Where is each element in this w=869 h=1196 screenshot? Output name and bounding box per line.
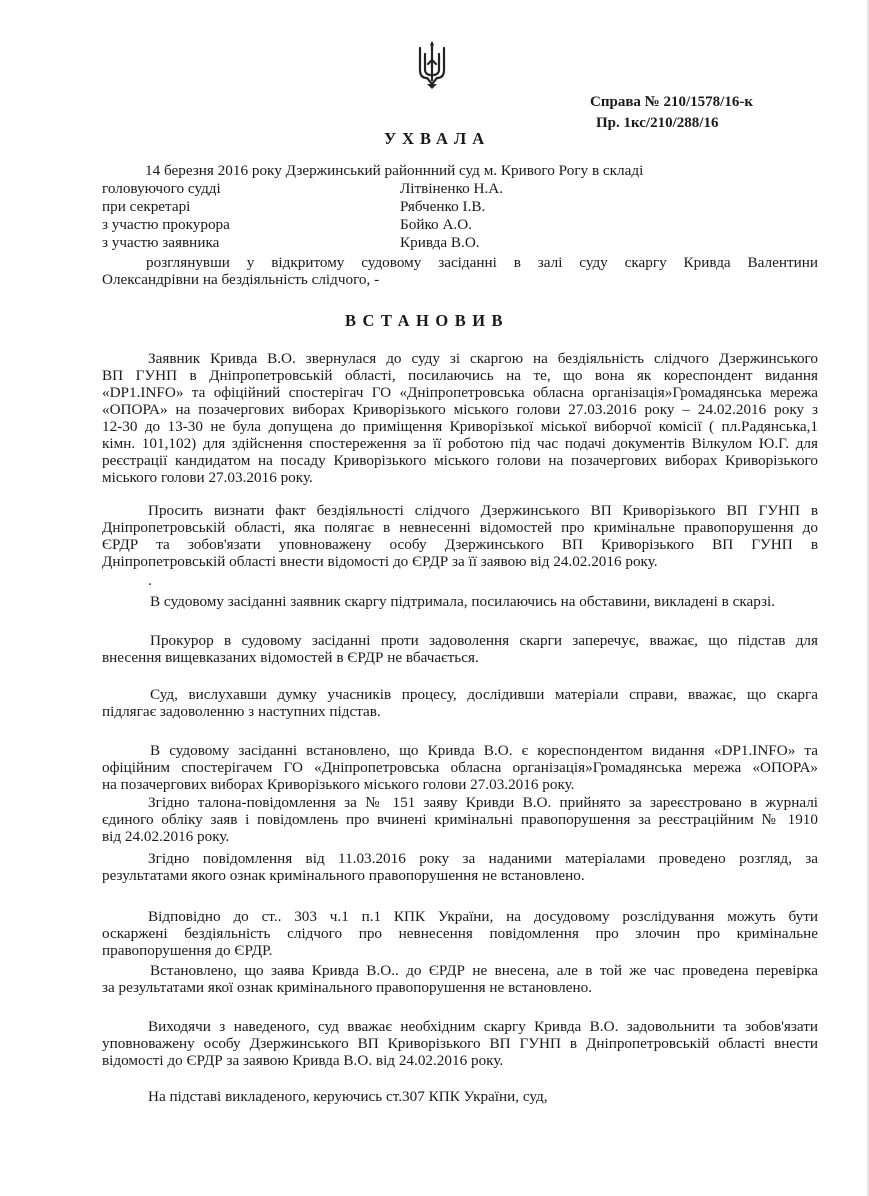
case-number: Справа № 210/1578/16-к <box>590 94 753 110</box>
paragraph: Відповідно до ст.. 303 ч.1 п.1 КПК України, на досудовому розслідування можуть бути оскаржені бездіяльність слідчого про невнесення повідомлення про злочин про кримінальне правопорушення до ЄРДР. <box>102 908 818 959</box>
paragraph: На підставі викладеного, керуючись ст.307 КПК України, суд, <box>148 1088 548 1105</box>
intro-considered: розглянувши у відкритому судовому засіданні в залі суду скаргу Кривда Валентини Олександрівни на бездіяльність слідчого, - <box>102 254 818 288</box>
section-title: ВСТАНОВИВ <box>345 311 510 330</box>
document-title: УХВАЛА <box>384 129 491 148</box>
paragraph: Згідно повідомлення від 11.03.2016 року за наданими матеріалами проведено розгляд, за результатами якого ознак кримінального правопорушення не встановлено. <box>102 850 818 884</box>
paragraph: Встановлено, що заява Кривда В.О.. до ЄРДР не внесена, але в той же час проведена перевірка за результатами якої ознак кримінального правопорушення не встановлено. <box>102 962 818 996</box>
paragraph: Просить визнати факт бездіяльності слідчого Дзержинського ВП Криворізького ВП ГУНП в Дніпропетровській області, яка полягає в невнесенні відомостей про кримінальне правопорушення до ЄРДР та зобов'язати уповноважену особу Дзержинського ВП Криворізького ВП ГУНП в Дніпропетровській області внести відомості до ЄРДР за її заявою від 24.02.2016 року. <box>102 502 818 570</box>
role-name: Бойко А.О. <box>400 216 472 233</box>
role-label: при секретарі <box>102 198 191 215</box>
role-name: Рябченко І.В. <box>400 198 486 215</box>
paragraph: Суд, вислухавши думку учасників процесу, дослідивши матеріали справи, вважає, що скарга підлягає задоволенню з наступних підстав. <box>102 686 818 720</box>
role-label: з участю прокурора <box>102 216 230 233</box>
paragraph: Згідно талона-повідомлення за № 151 заяву Кривди В.О. прийнято за зареєстровано в журналі єдиного обліку заяв і повідомлень про вчинені кримінальні правопорушення за реєстраційним № 1910 від 24.02.2016 року. <box>102 794 818 845</box>
intro-date-line: 14 березня 2016 року Дзержинський районнний суд м. Кривого Рогу в складі <box>145 162 644 179</box>
trident-emblem-icon <box>416 40 448 90</box>
proceeding-number: Пр. 1кс/210/288/16 <box>596 115 719 131</box>
paragraph: Заявник Кривда В.О. звернулася до суду зі скаргою на бездіяльність слідчого Дзержинського ВП ГУНП в Дніпропетровській області, посилаючись на те, що вона як кореспондент видання «DP1.INFO» та офіційний спостерігач ГО «Дніпропетровська обласна організація»Громадянська мережа «ОПОРА» на позачергових виборах Криворізького міського голови 27.03.2016 року – 24.02.2016 року з 12-30 до 13-30 не була допущена до приміщення Криворізької міської виборчої комісії ( пл.Радянська,1 кімн. 101,102) для здійснення спостереження за її роботою під час подачі документів Вілкулом Ю.Г. для реєстрації кандидатом на посаду Криворізького міського голови на позачергових виборах Криворізького міського голови 27.03.2016 року. <box>102 350 818 486</box>
role-name: Кривда В.О. <box>400 234 480 251</box>
paragraph: В судовому засіданні заявник скаргу підтримала, посилаючись на обставини, викладені в скарзі. <box>150 593 776 610</box>
role-label: з участю заявника <box>102 234 220 251</box>
role-name: Літвіненко Н.А. <box>400 180 504 197</box>
paragraph: Прокурор в судовому засіданні проти задоволення скарги заперечує, вважає, що підстав для внесення вищевказаних відомостей в ЄРДР не вбачається. <box>102 632 818 666</box>
role-label: головуючого судді <box>102 180 221 197</box>
paragraph: Виходячи з наведеного, суд вважає необхідним скаргу Кривда В.О. задовольнити та зобов'язати уповноважену особу Дзержинського ВП Криворізького ВП ГУНП в Дніпропетровській області внести відомості до ЄРДР за заявою Кривда В.О. від 24.02.2016 року. <box>102 1018 818 1069</box>
stray-dot: . <box>148 572 152 589</box>
paragraph: В судовому засіданні встановлено, що Кривда В.О. є кореспондентом видання «DP1.INFO» та офіційним спостерігачем ГО «Дніпропетровська обласна організація»Громадянська мережа «ОПОРА» на позачергових виборах Криворізького міського голови 27.03.2016 року. <box>102 742 818 793</box>
